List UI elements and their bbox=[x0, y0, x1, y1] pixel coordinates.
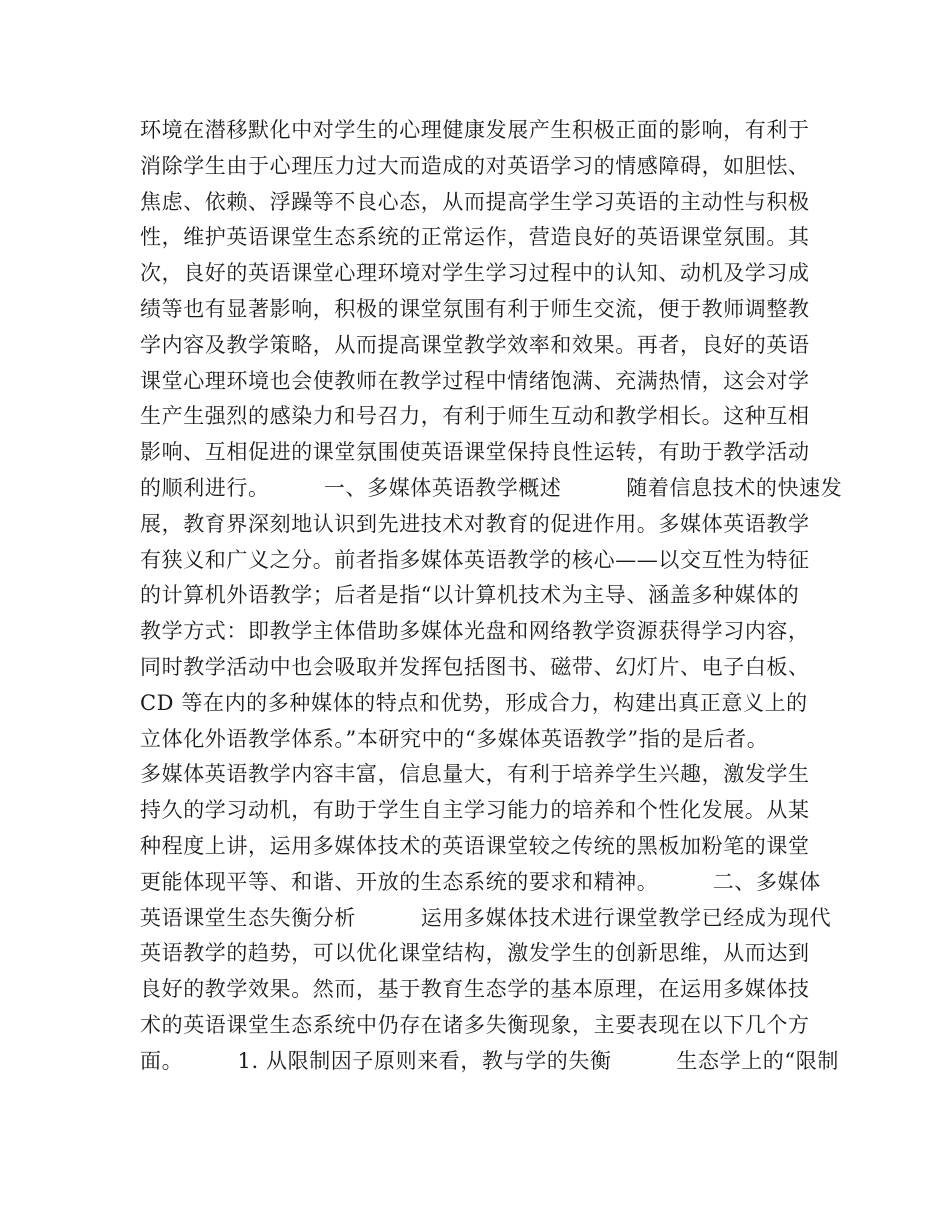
text-line: 立体化外语教学体系。”本研究中的“多媒体英语教学”指的是后者。 bbox=[140, 726, 769, 751]
text-line: 良好的教学效果。然而，基于教育生态学的基本原理，在运用多媒体技 bbox=[140, 977, 810, 1002]
text-line: 绩等也有显著影响，积极的课堂氛围有利于师生交流，便于教师调整教 bbox=[140, 296, 810, 321]
text-line: 环境在潜移默化中对学生的心理健康发展产生积极正面的影响，有利于 bbox=[140, 118, 810, 142]
text-line: 生产生强烈的感染力和号召力，有利于师生互动和教学相长。这种互相 bbox=[140, 404, 810, 429]
text-line: 教学方式：即教学主体借助多媒体光盘和网络教学资源获得学习内容， bbox=[140, 619, 810, 644]
text-line: CD 等在内的多种媒体的特点和优势，形成合力，构建出真正意义上的 bbox=[140, 690, 808, 715]
text-line: 性，维护英语课堂生态系统的正常运作，营造良好的英语课堂氛围。其 bbox=[140, 225, 810, 250]
text-line: 面。 1. 从限制因子原则来看，教与学的失衡 生态学上的“限制 bbox=[140, 1048, 839, 1073]
text-line: 消除学生由于心理压力过大而造成的对英语学习的情感障碍，如胆怯、 bbox=[140, 153, 810, 178]
text-line: 持久的学习动机，有助于学生自主学习能力的培养和个性化发展。从某 bbox=[140, 798, 810, 823]
text-line: 展，教育界深刻地认识到先进技术对教育的促进作用。多媒体英语教学 bbox=[140, 511, 810, 536]
text-line: 英语课堂生态失衡分析 运用多媒体技术进行课堂教学已经成为现代 bbox=[140, 905, 832, 930]
text-line: 同时教学活动中也会吸取并发挥包括图书、磁带、幻灯片、电子白板、 bbox=[140, 654, 810, 679]
text-line: 焦虑、依赖、浮躁等不良心态，从而提高学生学习英语的主动性与积极 bbox=[140, 189, 810, 214]
text-line: 次，良好的英语课堂心理环境对学生学习过程中的认知、动机及学习成 bbox=[140, 261, 810, 286]
body-text bbox=[140, 113, 843, 1080]
text-line: 的计算机外语教学；后者是指“以计算机技术为主导、涵盖多种媒体的 bbox=[140, 583, 800, 608]
text-line: 学内容及教学策略，从而提高课堂教学效率和效果。再者，良好的英语 bbox=[140, 332, 810, 357]
text-line: 术的英语课堂生态系统中仍存在诸多失衡现象，主要表现在以下几个方 bbox=[140, 1012, 810, 1037]
text-line: 有狭义和广义之分。前者指多媒体英语教学的核心——以交互性为特征 bbox=[140, 547, 810, 572]
text-line: 课堂心理环境也会使教师在教学过程中情绪饱满、充满热情，这会对学 bbox=[140, 368, 810, 393]
text-line: 英语教学的趋势，可以优化课堂结构，激发学生的创新思维，从而达到 bbox=[140, 941, 810, 966]
text-line: 的顺利进行。 一、多媒体英语教学概述 随着信息技术的快速发 bbox=[140, 475, 843, 500]
text-line: 更能体现平等、和谐、开放的生态系统的要求和精神。 二、多媒体 bbox=[140, 869, 821, 894]
text-line: 多媒体英语教学内容丰富，信息量大，有利于培养学生兴趣，激发学生 bbox=[140, 762, 810, 787]
text-line: 影响、互相促进的课堂氛围使英语课堂保持良性运转，有助于教学活动 bbox=[140, 440, 810, 465]
text-line: 种程度上讲，运用多媒体技术的英语课堂较之传统的黑板加粉笔的课堂 bbox=[140, 833, 810, 858]
